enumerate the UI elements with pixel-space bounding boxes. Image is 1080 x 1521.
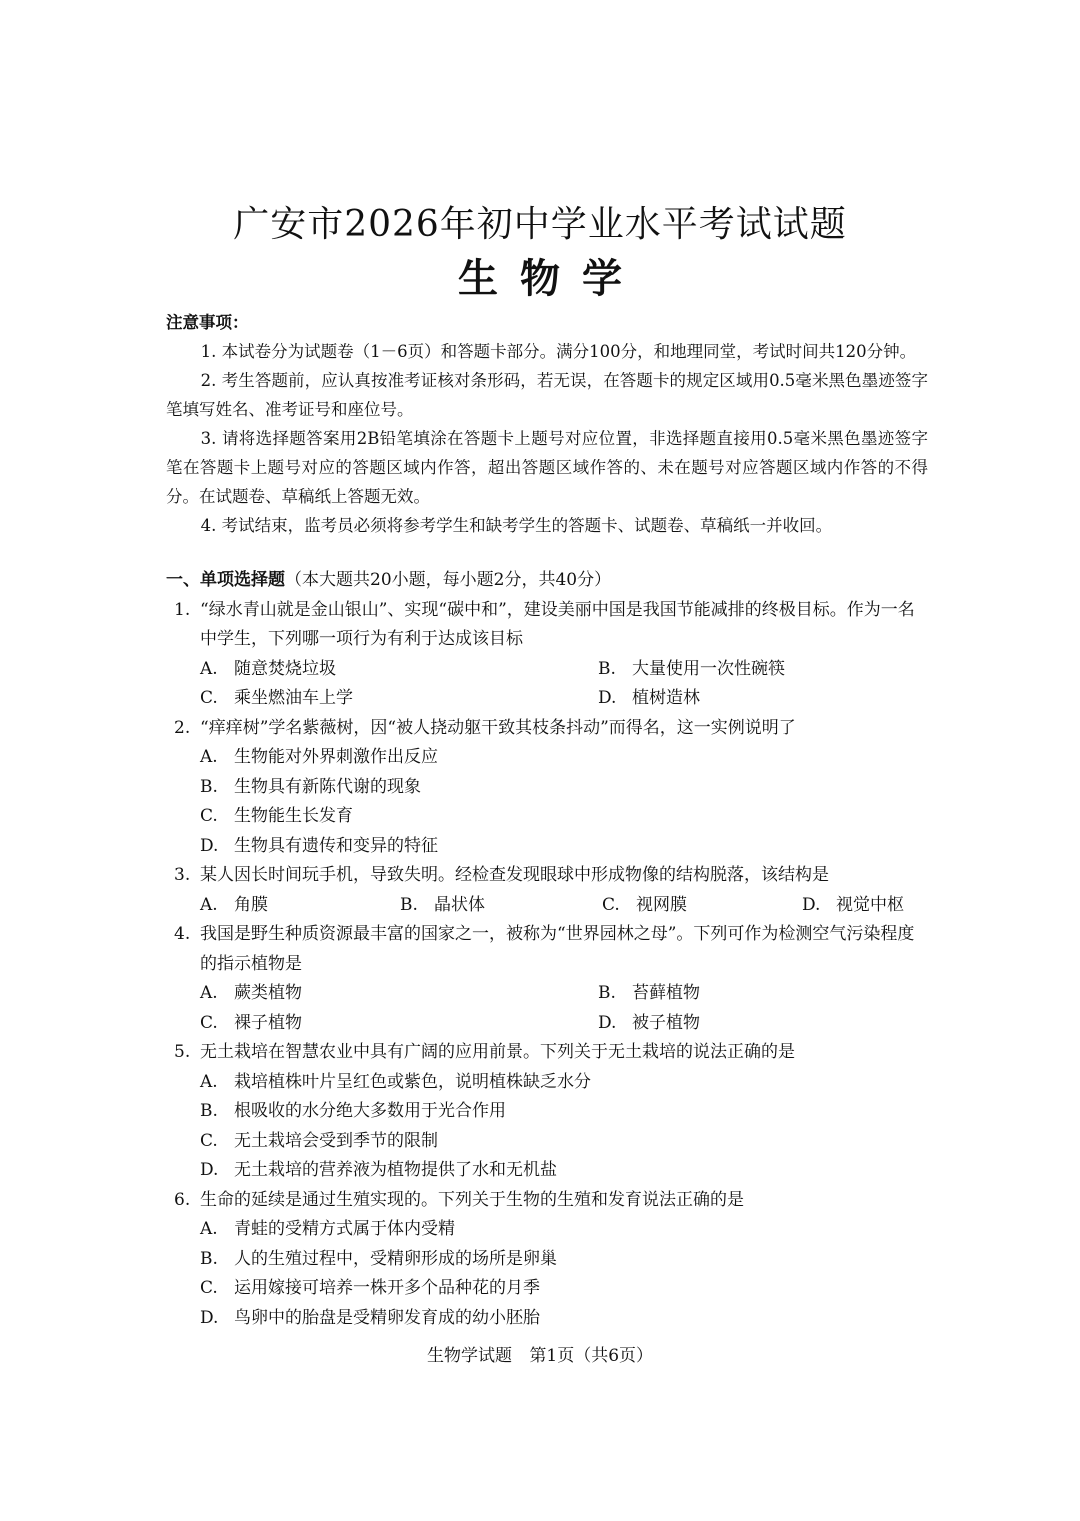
option-c: C. 裸子植物 [200, 1012, 302, 1033]
question-number: 1. [174, 599, 191, 620]
option-b: B. 大量使用一次性碗筷 [598, 658, 785, 679]
question-stem: 生命的延续是通过生殖实现的。下列关于生物的生殖和发育说法正确的是 [200, 1189, 744, 1210]
section-heading-title: 一、单项选择题 [166, 570, 285, 590]
section-single-choice [166, 566, 928, 1333]
question-stem: 某人因长时间玩手机，导致失明。经检查发现眼球中形成物像的结构脱落，该结构是 [200, 865, 829, 885]
question-2 [166, 714, 928, 862]
option-c: C. 生物能生长发育 [200, 806, 353, 826]
footer-page-number: 第1页（共6页） [529, 1346, 654, 1366]
option-d: D. 植树造林 [598, 688, 700, 708]
question-number: 4. [174, 924, 191, 944]
question-1 [166, 596, 928, 714]
question-number: 6. [174, 1189, 191, 1210]
question-3 [166, 861, 928, 920]
option-c: C. 运用嫁接可培养一株开多个品种花的月季 [200, 1278, 540, 1298]
option-a: A. 栽培植株叶片呈红色或紫色，说明植株缺乏水分 [200, 1071, 591, 1092]
question-5 [166, 1038, 928, 1186]
option-d: D. 无土栽培的营养液为植物提供了水和无机盐 [200, 1160, 557, 1180]
option-b: B. 生物具有新陈代谢的现象 [200, 776, 421, 797]
subject-title: 生物学 [458, 256, 644, 302]
option-c: C. 视网膜 [602, 894, 687, 915]
question-number: 2. [174, 717, 191, 738]
page-footer [0, 1341, 1080, 1371]
section-heading-note: （本大题共20小题，每小题2分，共40分） [285, 570, 612, 590]
footer-exam-name: 生物学试题 [426, 1346, 512, 1366]
option-b: B. 苔藓植物 [598, 983, 700, 1003]
question-stem: “痒痒树”学名紫薇树，因“被人挠动躯干致其枝条抖动”而得名，这一实例说明了 [200, 717, 796, 738]
option-b: B. 人的生殖过程中，受精卵形成的场所是卵巢 [200, 1248, 557, 1269]
options [166, 1068, 928, 1186]
option-d: D. 视觉中枢 [802, 894, 904, 915]
option-a: A. 角膜 [200, 894, 268, 915]
option-a: A. 青蛙的受精方式属于体内受精 [200, 1219, 455, 1239]
options [166, 891, 928, 921]
notice-block [166, 308, 928, 540]
option-c: C. 无土栽培会受到季节的限制 [200, 1130, 438, 1151]
question-4 [166, 920, 928, 1038]
question-number: 5. [174, 1042, 191, 1062]
notice-heading: 注意事项： [166, 313, 249, 332]
options [166, 979, 928, 1038]
options [166, 655, 928, 714]
question-number: 3. [174, 865, 191, 885]
option-d: D. 鸟卵中的胎盘是受精卵发育成的幼小胚胎 [200, 1307, 540, 1328]
section-heading [166, 566, 928, 596]
options [166, 1215, 928, 1333]
question-6 [166, 1186, 928, 1334]
option-c: C. 乘坐燃油车上学 [200, 688, 353, 708]
option-d: D. 生物具有遗传和变异的特征 [200, 835, 438, 856]
option-b: B. 根吸收的水分绝大多数用于光合作用 [200, 1101, 506, 1121]
question-stem: 我国是野生种质资源最丰富的国家之一，被称为“世界园林之母”。下列可作为检测空气污染程度的指示植物是 [200, 924, 915, 974]
option-a: A. 蕨类植物 [200, 983, 302, 1003]
options [166, 743, 928, 861]
question-stem: 无土栽培在智慧农业中具有广阔的应用前景。下列关于无土栽培的说法正确的是 [200, 1042, 795, 1062]
option-b: B. 晶状体 [400, 894, 485, 915]
notice-item: 3. 请将选择题答案用2B铅笔填涂在答题卡上题号对应位置，非选择题直接用0.5毫米黑色墨迹签字笔在答题卡上题号对应的答题区域内作答，超出答题区域作答的、未在题号对应答题区域内作答的不得分。在试题卷、草稿纸上答题无效。 [166, 429, 928, 506]
option-d: D. 被子植物 [598, 1012, 700, 1033]
exam-title: 广安市2026年初中学业水平考试试题 [233, 204, 847, 245]
notice-item: 2. 考生答题前，应认真按准考证核对条形码，若无误，在答题卡的规定区域用0.5毫米黑色墨迹签字笔填写姓名、准考证号和座位号。 [166, 371, 928, 419]
option-a: A. 随意焚烧垃圾 [200, 658, 336, 679]
question-stem: “绿水青山就是金山银山”、实现“碳中和”，建设美丽中国是我国节能减排的终极目标。作为一名中学生，下列哪一项行为有利于达成该目标 [200, 599, 915, 649]
option-a: A. 生物能对外界刺激作出反应 [200, 747, 438, 767]
notice-item: 1. 本试卷分为试题卷（1－6页）和答题卡部分。满分100分，和地理同堂，考试时间共120分钟。 [200, 342, 917, 361]
notice-item: 4. 考试结束，监考员必须将参考学生和缺考学生的答题卡、试题卷、草稿纸一并收回。 [200, 516, 833, 535]
